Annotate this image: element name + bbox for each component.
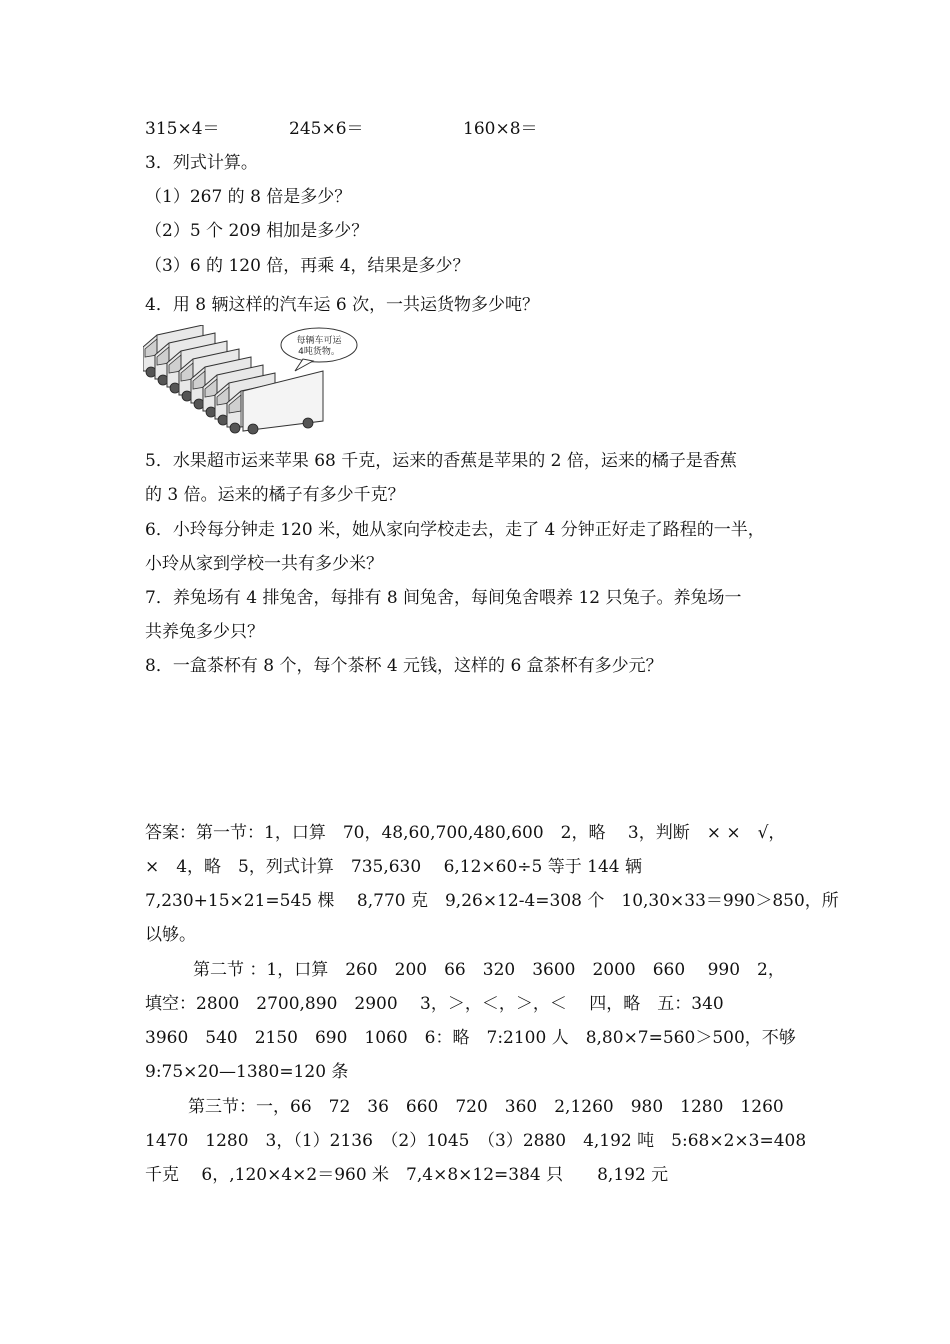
answer-sec2-line-3: 3960 540 2150 690 1060 6：略 7:2100 人 8,80×7=560＞500，不够	[145, 1028, 796, 1048]
q7-line-1: 7．养兔场有 4 排兔舍，每排有 8 间兔舍，每间兔舍喂养 12 只兔子。养兔场一	[145, 588, 742, 608]
q7-line-2: 共养兔多少只？	[145, 622, 264, 642]
calc-row	[145, 118, 645, 140]
answer-sec3-line-1: 第三节：一，66 72 36 660 720 360 2,1260 980 1280 1260	[188, 1097, 784, 1117]
q3-item-3: （3）6 的 120 倍，再乘 4，结果是多少？	[145, 256, 470, 276]
answer-sec1-line-3: 7,230+15×21=545 棵 8,770 克 9,26×12-4=308 个 10,30×33＝990＞850，所	[145, 891, 839, 911]
speech-bubble	[281, 328, 357, 371]
answer-sec2-line-1: 第二节 ：1，口算 260 200 66 320 3600 2000 660 990 2，	[193, 960, 785, 980]
q4-text: 4．用 8 辆这样的汽车运 6 次，一共运货物多少吨？	[145, 295, 540, 315]
q5-line-1: 5．水果超市运来苹果 68 千克，运来的香蕉是苹果的 2 倍，运来的橘子是香蕉	[145, 451, 737, 471]
answer-sec3-line-3: 千克 6，,120×4×2＝960 米 7,4×8×12=384 只 8,192 元	[145, 1165, 669, 1185]
calc-item: 160×8＝	[463, 119, 538, 139]
answer-sec1-line-2: × 4，略 5，列式计算 735,630 6,12×60÷5 等于 144 辆	[145, 857, 643, 877]
q5-line-2: 的 3 倍。运来的橘子有多少千克？	[145, 485, 405, 505]
q3-item-1: （1）267 的 8 倍是多少？	[145, 187, 352, 207]
q3-title: 3．列式计算。	[145, 153, 258, 173]
q3-item-2: （2）5 个 209 相加是多少？	[145, 221, 369, 241]
answer-sec1-line-1: 答案：第一节：1，口算 70，48,60,700,480,600 2，略 3，判断 × × √，	[145, 823, 786, 843]
bubble-line-1: 每辆车可运	[296, 336, 342, 346]
q6-line-2: 小玲从家到学校一共有多少米？	[145, 554, 383, 574]
answer-sec2-line-4: 9:75×20—1380=120 条	[145, 1062, 349, 1082]
calc-item: 315×4＝	[145, 119, 220, 139]
answer-sec3-line-2: 1470 1280 3，（1）2136 （2）1045 （3）2880 4,192 吨 5:68×2×3=408	[145, 1131, 807, 1151]
answer-sec2-line-2: 填空：2800 2700,890 2900 3，＞，＜，＞，＜ 四，略 五：340	[145, 994, 724, 1014]
bubble-line-2: 4吨货物。	[298, 347, 340, 357]
q8-text: 8．一盒茶杯有 8 个，每个茶杯 4 元钱，这样的 6 盒茶杯有多少元？	[145, 656, 663, 676]
trucks-illustration	[143, 325, 361, 440]
answer-sec1-line-4: 以够。	[145, 925, 196, 945]
calc-item: 245×6＝	[289, 119, 364, 139]
q6-line-1: 6．小玲每分钟走 120 米，她从家向学校走去，走了 4 分钟正好走了路程的一半，	[145, 520, 765, 540]
